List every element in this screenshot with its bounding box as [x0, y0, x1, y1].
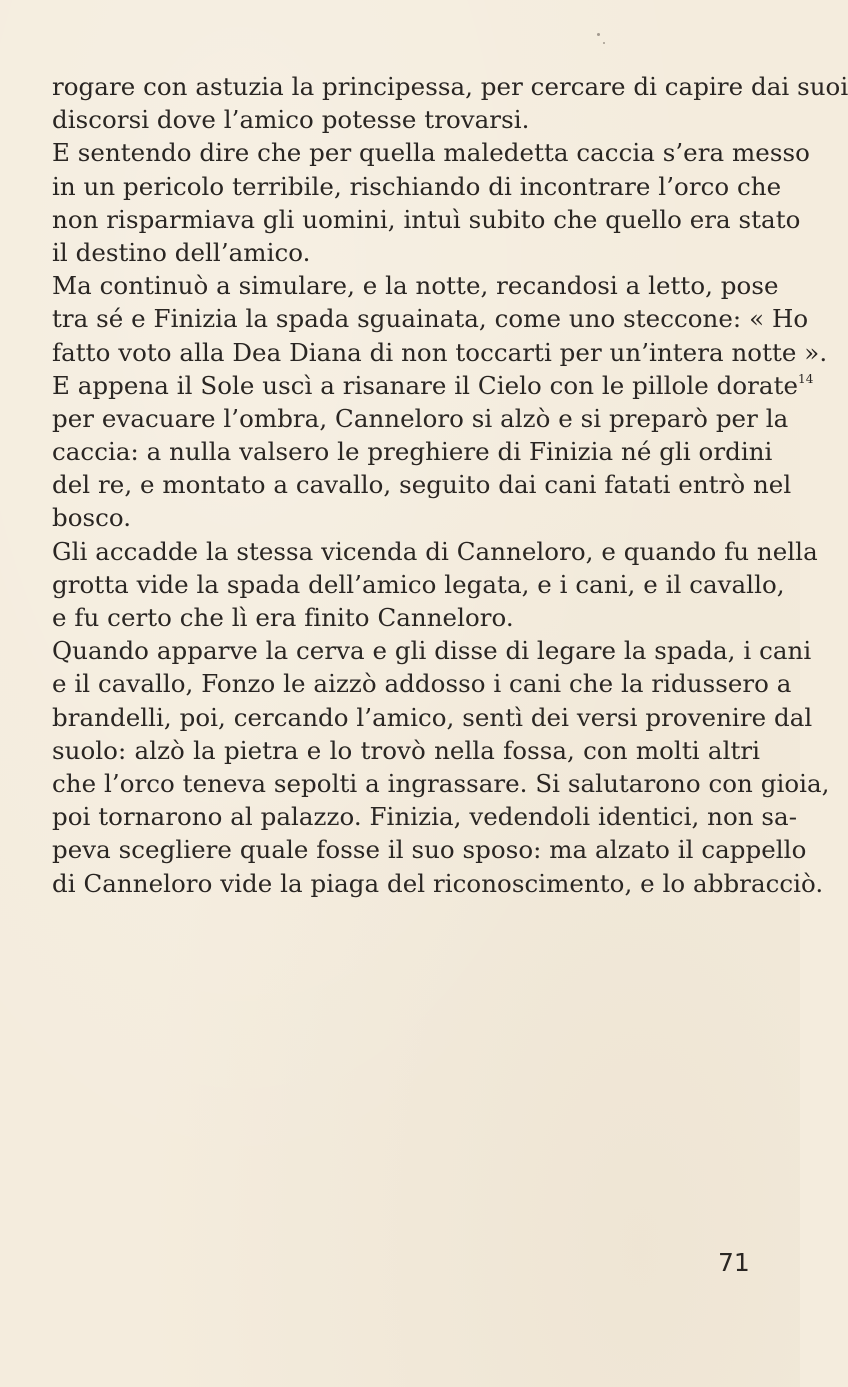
text-line: brandelli, poi, cercando l’amico, sentì dei versi provenire dal: [52, 702, 813, 732]
text-line: il destino dell’amico.: [52, 237, 311, 267]
text-line: tra sé e Finizia la spada sguainata, come uno steccone: « Ho: [52, 304, 809, 334]
text-line-content: E appena il Sole uscì a risanare il Cielo con le pillole dorate: [52, 370, 799, 400]
ink-speck: [603, 42, 605, 44]
text-line: rogare con astuzia la principessa, per cercare di capire dai suoi: [52, 72, 848, 101]
text-line: suolo: alzò la pietra e lo trovò nella fossa, con molti altri: [52, 735, 760, 765]
text-line: e fu certo che lì era finito Canneloro.: [52, 603, 514, 632]
text-line: del re, e montato a cavallo, seguito dai cani fatati entrò nel: [52, 470, 792, 500]
page-number: 71: [718, 1248, 750, 1277]
text-line: poi tornarono al palazzo. Finizia, vedendoli identici, non sa-: [52, 802, 798, 832]
ink-speck: [597, 33, 600, 36]
text-line: Quando apparve la cerva e gli disse di legare la spada, i cani: [52, 636, 812, 666]
text-line: caccia: a nulla valsero le preghiere di Finizia né gli ordini: [52, 437, 773, 467]
text-line: bosco.: [52, 503, 132, 533]
text-line: di Canneloro vide la piaga del riconoscimento, e lo abbracciò.: [52, 868, 824, 898]
text-line: fatto voto alla Dea Diana di non toccarti per un’intera notte ».: [52, 337, 828, 367]
text-line: che l’orco teneva sepolti a ingrassare. Si salutarono con gioia,: [52, 768, 830, 798]
text-line: Ma continuò a simulare, e la notte, recandosi a letto, pose: [52, 271, 779, 301]
text-line-with-footnote: [52, 369, 814, 402]
text-line: discorsi dove l’amico potesse trovarsi.: [52, 105, 530, 135]
text-line: E sentendo dire che per quella maledetta caccia s’era messo: [52, 138, 810, 168]
text-line: e il cavallo, Fonzo le aizzò addosso i cani che la ridussero a: [52, 669, 792, 699]
text-line: Gli accadde la stessa vicenda di Canneloro, e quando fu nella: [52, 536, 818, 566]
text-line: peva scegliere quale fosse il suo sposo: ma alzato il cappello: [52, 835, 807, 865]
text-line: grotta vide la spada dell’amico legata, e i cani, e il cavallo,: [52, 569, 785, 599]
text-line: non risparmiava gli uomini, intuì subito che quello era stato: [52, 204, 801, 234]
text-line: in un pericolo terribile, rischiando di incontrare l’orco che: [52, 171, 782, 201]
footnote-marker: 14: [798, 371, 814, 386]
body-text: [52, 70, 848, 900]
text-line: per evacuare l’ombra, Canneloro si alzò e si preparò per la: [52, 403, 789, 433]
